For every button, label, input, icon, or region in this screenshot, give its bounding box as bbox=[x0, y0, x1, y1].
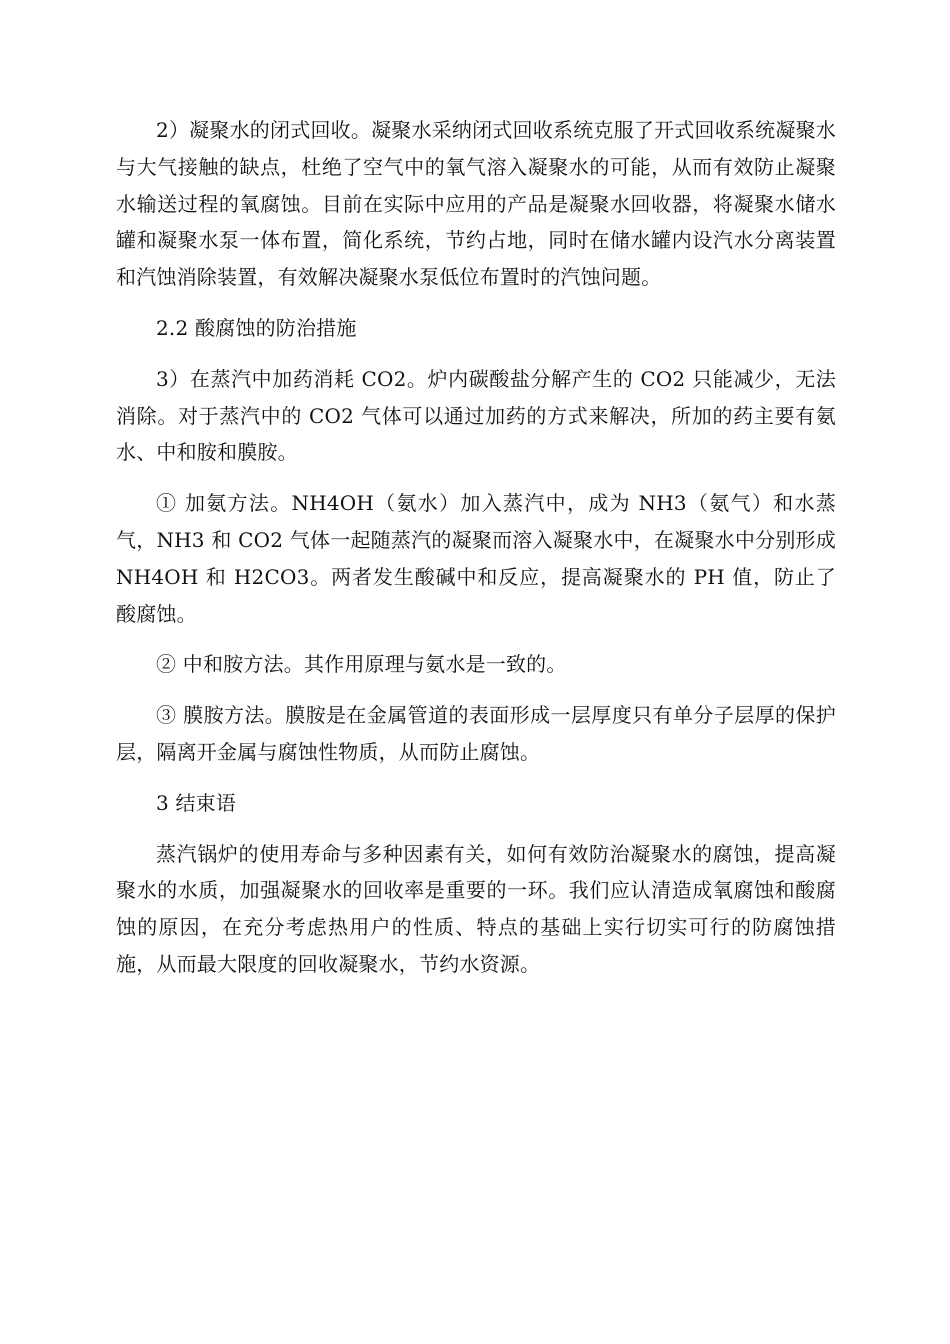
paragraph-conclusion: 蒸汽锅炉的使用寿命与多种因素有关，如何有效防治凝聚水的腐蚀，提高凝聚水的水质，加强凝聚水的回收率是重要的一环。我们应认清造成氧腐蚀和酸腐蚀的原因，在充分考虑热用户的性质、特点的基础上实行切实可行的防腐蚀措施，从而最大限度的回收凝聚水，节约水资源。 bbox=[116, 841, 836, 976]
document-body bbox=[116, 112, 836, 997]
paragraph-closed-recovery: 2）凝聚水的闭式回收。凝聚水采纳闭式回收系统克服了开式回收系统凝聚水与大气接触的缺点，杜绝了空气中的氧气溶入凝聚水的可能，从而有效防止凝聚水输送过程的氧腐蚀。目前在实际中应用的产品是凝聚水回收器，将凝聚水储水罐和凝聚水泵一体布置，简化系统，节约占地，同时在储水罐内设汽水分离装置和汽蚀消除装置，有效解决凝聚水泵低位布置时的汽蚀问题。 bbox=[116, 118, 836, 290]
section-heading-3: 3 结束语 bbox=[156, 790, 237, 815]
paragraph-film-amine: ③ 膜胺方法。膜胺是在金属管道的表面形成一层厚度只有单分子层厚的保护层，隔离开金属与腐蚀性物质，从而防止腐蚀。 bbox=[116, 703, 836, 764]
paragraph-dosing-co2: 3）在蒸汽中加药消耗 CO2。炉内碳酸盐分解产生的 CO2 只能减少，无法消除。对于蒸汽中的 CO2 气体可以通过加药的方式来解决，所加的药主要有氨水、中和胺和膜胺。 bbox=[116, 366, 836, 465]
paragraph-neutralizing-amine: ② 中和胺方法。其作用原理与氨水是一致的。 bbox=[156, 652, 567, 677]
paragraph-ammonia-method: ① 加氨方法。NH4OH（氨水）加入蒸汽中，成为 NH3（氨气）和水蒸气，NH3 和 CO2 气体一起随蒸汽的凝聚而溶入凝聚水中，在凝聚水中分别形成 NH4OH 和 H2CO3。两者发生酸碱中和反应，提高凝聚水的 PH 值，防止了酸腐蚀。 bbox=[116, 491, 836, 626]
section-heading-2-2: 2.2 酸腐蚀的防治措施 bbox=[156, 315, 357, 340]
